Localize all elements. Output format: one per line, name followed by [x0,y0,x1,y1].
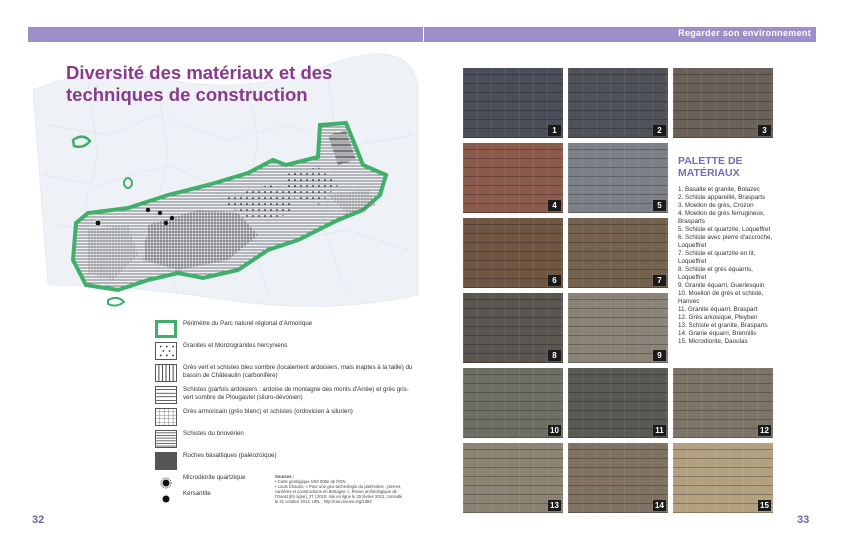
photo-number-badge: 13 [548,500,561,511]
page-number-left: 32 [32,514,45,526]
sources-line: • Louis Chauris, « Pour une géo-archéologie du patrimoine : pierres, carrières et constructions en Bretagne », Revue archéologique de l'Ouest [En ligne], 27 | 2010, mis en ligne le 25 février 2012, consulté le 31 octobre 2012. URL : http://rao.revues.org/1384 [275,484,403,504]
legend-label: Grès armoricain (grès blanc) et schistes (ordovicien à silurien) [183,408,353,415]
legend-item [155,386,413,404]
material-photo [568,68,668,138]
horizontal-lines-swatch [155,386,177,404]
palette-item: 8. Schiste et grès équarris, Loqueffret [678,266,753,281]
legend-label: Grès vert et schistes bleu sombre (localement ardoisiers, mais inaptes à la taille) du bassin de Châteaulin (carbonifère) [183,364,413,379]
photo-number-badge: 7 [653,275,666,286]
photo-number-badge: 3 [758,125,771,136]
sources-line: • Carte géologique 1/50 000e de l'IGN [275,479,346,484]
photo-number-badge: 5 [653,200,666,211]
legend-item [155,364,413,382]
palette-item: 1. Basalte et granite, Bolazec [678,186,760,193]
palette-item: 7. Schiste et quartzite en lit, Loqueffret [678,250,756,265]
legend-label: Roches basaltiques (paléozoïque) [183,452,277,459]
legend-label: Kersantite [183,490,211,497]
material-photo [673,68,773,138]
header-bar-left [28,27,423,42]
material-photo [463,368,563,438]
photo-number-badge: 1 [548,125,561,136]
sources-note [275,474,405,504]
palette-item: 3. Moellon de grès, Crozon [678,202,754,209]
dot-marker-icon [155,490,177,508]
perimeter-swatch [155,320,177,338]
photo-number-badge: 4 [548,200,561,211]
section-label: Regarder son environnement [678,28,811,38]
palette-item: 9. Granite équarri, Guerlesquin [678,282,765,289]
legend-label: Schistes du briovérien [183,430,244,437]
legend-label: Microdiorite quartzique [183,474,246,481]
basalt-swatch [155,452,177,470]
palette-item: 15. Microdiorite, Daoulas [678,338,748,345]
material-photo [673,443,773,513]
legend-label: Périmètre du Parc naturel régional d'Armorique [183,320,313,327]
dense-lines-swatch [155,430,177,448]
legend-item [155,342,413,360]
palette-item: 12. Grès arkosique, Pleyben [678,314,758,321]
palette-item: 4. Moellon de grès ferrugineux, Brasparts [678,210,765,225]
vertical-lines-swatch [155,364,177,382]
palette-item: 13. Schiste et granite, Brasparts [678,322,768,329]
photo-number-badge: 14 [653,500,666,511]
photo-number-badge: 8 [548,350,561,361]
photo-number-badge: 6 [548,275,561,286]
palette-item: 2. Schiste appareillé, Brasparts [678,194,766,201]
material-photo [568,368,668,438]
palette-item: 6. Schiste avec pierre d'accroche, Loqueffret [678,234,773,249]
material-photo [568,143,668,213]
photo-number-badge: 12 [758,425,771,436]
legend-item [155,430,413,448]
legend-label: Granites et Monzogranites hercyniens [183,342,288,349]
legend-label: Schistes (parfois ardoisiers : ardoise de montagne des monts d'Arrée) et grès gris-vert sombre de Plougastel (siluro-dévonien) [183,386,409,401]
material-photo [463,293,563,363]
palette-item: 14. Granie équarri, Brennilis [678,330,757,337]
legend-item [155,408,413,426]
material-photo [568,443,668,513]
photo-number-badge: 10 [548,425,561,436]
page-number-right: 33 [797,514,810,526]
material-photo [463,218,563,288]
sources-title: Sources : [275,474,295,479]
legend-item [155,452,413,470]
material-photo [568,218,668,288]
photo-number-badge: 2 [653,125,666,136]
palette-item: 10. Moellon de grès et schiste, Hanvec [678,290,764,305]
material-photo [463,443,563,513]
palette-title: PALETTE DE MATÉRIAUX [678,155,743,179]
material-photo [463,143,563,213]
legend-item [155,320,413,338]
grid-swatch [155,408,177,426]
photo-number-badge: 15 [758,500,771,511]
material-photo [673,368,773,438]
palette-item: 5. Schiste et quartzite, Loqueffret [678,226,771,233]
photo-number-badge: 9 [653,350,666,361]
palette-item: 11. Granite équarri, Braspart [678,306,758,313]
page-title: Diversité des matériaux et des techniques de construction [66,62,333,105]
material-photo [463,68,563,138]
material-photo [568,293,668,363]
photo-number-badge: 11 [653,425,666,436]
granite-swatch [155,342,177,360]
palette-list [678,186,778,346]
